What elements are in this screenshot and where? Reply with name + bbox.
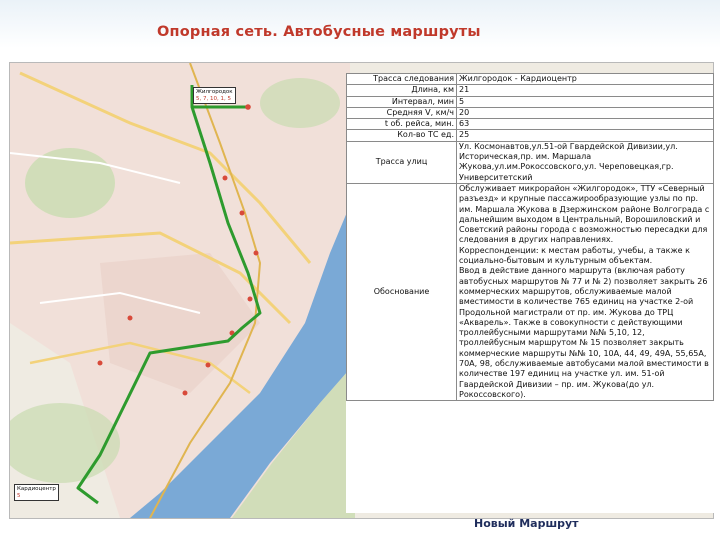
row-value: Ул. Космонавтов,ул.51-ой Гвардейской Дивизии,ул. Историческая,пр. им. Маршала Жукова,ул.им.Рокоссовского,ул. Череповецкая,гр. Университетский <box>457 141 714 183</box>
row-key: Длина, км <box>347 85 457 96</box>
row-key: Трасса улиц <box>347 141 457 183</box>
paragraph: Корреспонденции: к местам работы, учебы, а также к социально-бытовым и культурным объектам. <box>459 245 690 266</box>
paragraph: Обслуживает микрорайон «Жилгородок», ТТУ «Северный разъезд» и крупные пассажирообразующие узлы по пр. им. Маршала Жукова в Дзержинском районе Волгограда с дальнейшим выходом в Центральный, Ворошиловский и Советский районы города с возможностью пересадки для следования в других направлениях. <box>459 183 710 245</box>
row-value: 5 <box>457 96 714 107</box>
terminal-stop-top <box>245 104 251 110</box>
stop-label-top <box>193 87 236 104</box>
table-row <box>347 85 714 96</box>
table-row-justification <box>347 183 714 400</box>
table-row-streets <box>347 141 714 183</box>
row-value: Жилгородок - Кардиоцентр <box>457 74 714 85</box>
table-row <box>347 119 714 130</box>
row-value: 25 <box>457 130 714 141</box>
row-key: Трасса следования <box>347 74 457 85</box>
row-value: 20 <box>457 107 714 118</box>
row-key: Обоснование <box>347 183 457 400</box>
green-area <box>25 148 115 218</box>
route-info-table <box>346 73 714 401</box>
stop-routes: 5 <box>17 492 21 499</box>
row-key: Средняя V, км/ч <box>347 107 457 118</box>
green-area <box>260 78 340 128</box>
row-key: Интервал, мин <box>347 96 457 107</box>
row-key: t об. рейса, мин. <box>347 119 457 130</box>
stop-name: Жилгородок <box>196 89 233 95</box>
table-row <box>347 107 714 118</box>
route-info-panel <box>346 73 716 513</box>
row-value: 21 <box>457 85 714 96</box>
row-key: Кол-во ТС ед. <box>347 130 457 141</box>
stop-routes: 5, 7, 10, 1, 5 <box>196 95 231 102</box>
justification-text <box>457 183 714 400</box>
row-value: 63 <box>457 119 714 130</box>
paragraph: Ввод в действие данного маршрута (включая работу автобусных маршрутов № 77 и № 2) позволяет закрыть 26 коммерческих маршрутов, обслуживаемые малой вместимости в количестве 765 единиц на участке 2-ой Продольной магистрали от пр. им. Жукова до ТРЦ «Акварель». Также в совокупности с действующими троллейбусными маршрутами №№ 5,10, 12, троллейбусным маршрутом № 15 позволяет закрыть коммерческие маршруты №№ 10, 10А, 44, 49, 49А, 55,65А, 70А, 98, обслуживаемые автобусами малой вместимости в количестве 197 единиц на участке ул. им. 51-ой Гвардейской Дивизии – пр. им. Жукова(до ул. Рокоссовского). <box>459 266 709 399</box>
table-row <box>347 74 714 85</box>
slide-title: Опорная сеть. Автобусные маршруты <box>157 24 481 40</box>
table-row <box>347 96 714 107</box>
table-row <box>347 130 714 141</box>
stop-name: Кардиоцентр <box>17 486 56 492</box>
footer-caption: Новый Маршрут <box>474 517 579 530</box>
stop-label-bottom <box>14 484 59 501</box>
